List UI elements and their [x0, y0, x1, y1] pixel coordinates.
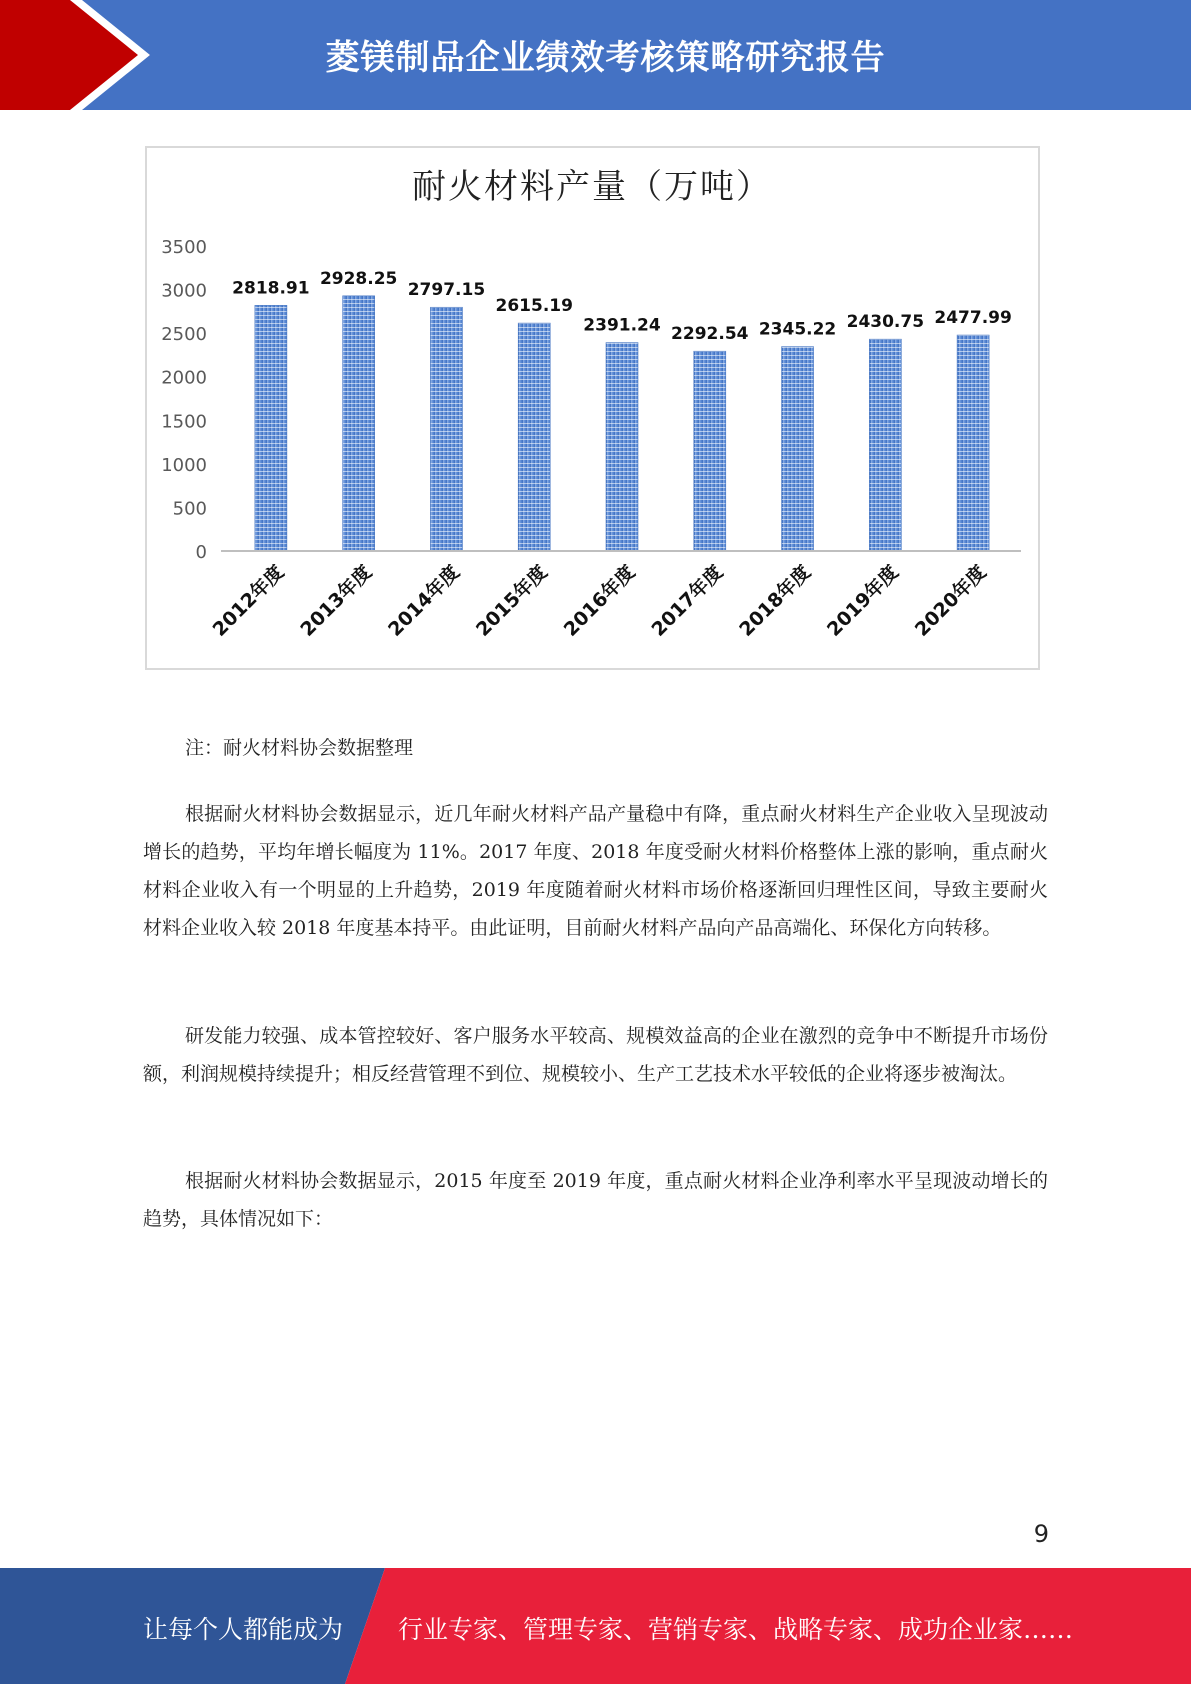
paragraph-3: 根据耐火材料协会数据显示，2015 年度至 2019 年度，重点耐火材料企业净利率水平呈现波动增长的趋势，具体情况如下： [143, 1170, 1048, 1230]
x-tick-label: 2016年度 [559, 560, 640, 641]
report-title: 菱镁制品企业绩效考核策略研究报告 [325, 38, 886, 78]
y-tick-label: 3000 [161, 280, 207, 302]
data-label: 2797.15 [407, 280, 486, 301]
data-label: 2430.75 [846, 312, 925, 333]
chart-canvas [147, 148, 1038, 668]
data-label: 2928.25 [319, 268, 398, 289]
y-tick-label: 1000 [161, 454, 207, 476]
data-label: 2391.24 [583, 315, 661, 336]
data-label: 2345.22 [758, 319, 837, 340]
bar [694, 351, 726, 551]
data-label: 2292.54 [671, 324, 749, 345]
x-tick-label: 2012年度 [208, 560, 289, 641]
paragraph-2: 研发能力较强、成本管控较好、客户服务水平较高、规模效益高的企业在激烈的竞争中不断提升市场份额，利润规模持续提升；相反经营管理不到位、规模较小、生产工艺技术水平较低的企业将逐步被淘汰。 [143, 1025, 1048, 1085]
paragraph-1: 根据耐火材料协会数据显示，近几年耐火材料产品产量稳中有降，重点耐火材料生产企业收入呈现波动增长的趋势，平均年增长幅度为 11%。2017 年度、2018 年度受耐火材料价格整体上涨的影响，重点耐火材料企业收入有一个明显的上升趋势，2019 年度随着耐火材料市场价格逐渐回归理性区间，导致主要耐火材料企业收入较 2018 年度基本持平。由此证明，目前耐火材料产品向产品高端化、环保化方向转移。 [143, 803, 1048, 939]
x-tick-label: 2014年度 [384, 560, 464, 641]
x-tick-label: 2013年度 [296, 560, 377, 641]
footer-slogan-left: 让每个人都能成为 [143, 1615, 344, 1644]
page-header [0, 0, 1191, 110]
bar [957, 335, 989, 551]
y-tick-label: 3500 [161, 237, 207, 258]
chart-source-note: 注：耐火材料协会数据整理 [185, 737, 414, 759]
x-tick-label: 2017年度 [647, 560, 728, 641]
bar [869, 339, 901, 551]
data-label: 2477.99 [934, 308, 1012, 329]
bar [782, 347, 814, 551]
data-label: 2615.19 [495, 296, 573, 317]
y-tick-label: 1500 [161, 411, 207, 433]
y-tick-label: 2000 [161, 367, 207, 389]
x-tick-label: 2020年度 [910, 560, 991, 641]
page-number: 9 [1033, 1520, 1049, 1548]
x-tick-label: 2019年度 [823, 560, 903, 641]
y-tick-label: 2500 [161, 324, 207, 346]
footer-slogan-right: 行业专家、管理专家、营销专家、战略专家、成功企业家…… [398, 1615, 1074, 1644]
bar [606, 343, 638, 551]
production-chart [145, 146, 1040, 670]
bar [255, 305, 287, 551]
bar [430, 307, 462, 551]
bar [518, 323, 550, 551]
page-footer [0, 1568, 1191, 1684]
bar [343, 296, 375, 551]
y-tick-label: 500 [172, 498, 207, 520]
x-tick-label: 2015年度 [471, 560, 552, 641]
x-tick-label: 2018年度 [735, 560, 816, 641]
chart-title: 耐火材料产量（万吨） [412, 167, 772, 207]
y-tick-label: 0 [195, 542, 207, 563]
data-label: 2818.91 [232, 278, 310, 299]
